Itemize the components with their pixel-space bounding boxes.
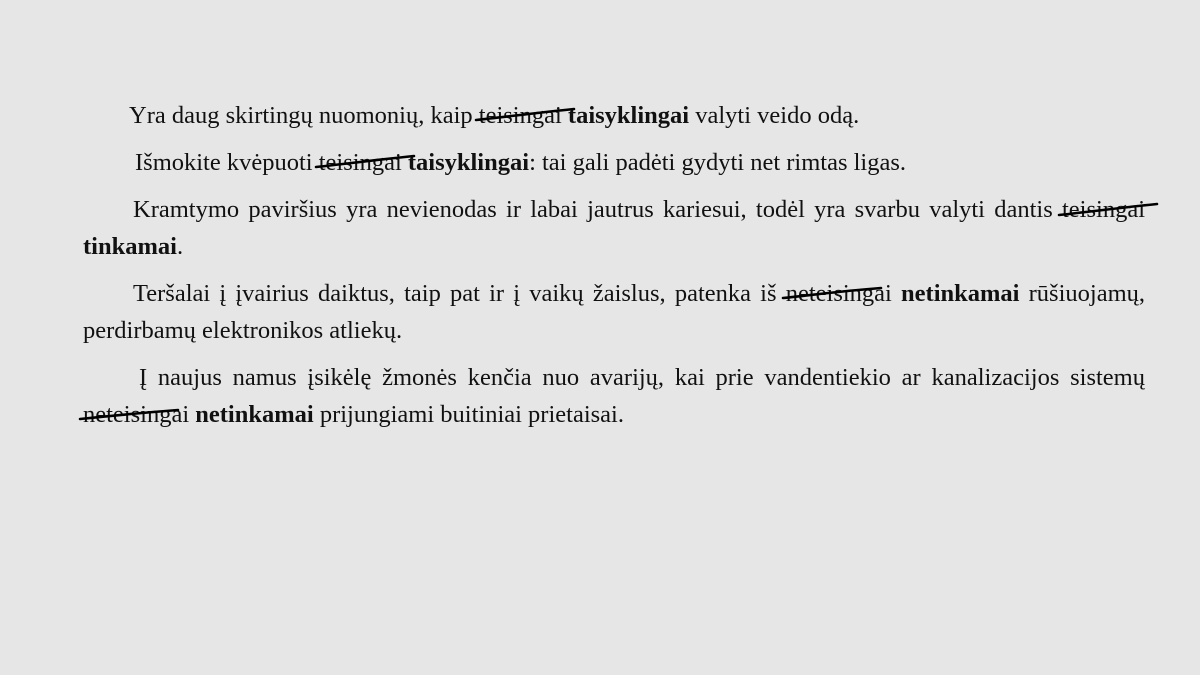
- paragraph-1: [83, 97, 1145, 134]
- paragraph-text: .: [176, 233, 184, 260]
- paragraph-4: [83, 275, 1145, 349]
- struck-word: [479, 97, 562, 134]
- struck-word: [319, 144, 402, 181]
- paragraph-text: : tai gali padėti gydyti net rimtas ligas.: [529, 149, 907, 176]
- struck-word-text: teisingai: [318, 149, 402, 176]
- struck-word: [83, 396, 189, 433]
- corrected-word: netinkamai: [901, 280, 1020, 307]
- corrected-word: tinkamai: [83, 233, 177, 260]
- document-body: [83, 97, 1145, 443]
- paragraph-3: [83, 191, 1145, 265]
- paragraph-text: rūšiuojamų, perdirbamų elektronikos atliekų.: [83, 280, 1146, 344]
- paragraph-text: Kramtymo paviršius yra nevienodas ir labai jautrus kariesui, todėl yra svarbu valyti dantis: [133, 196, 1062, 223]
- paragraph-text: Į naujus namus įsikėlę žmonės kenčia nuo avarijų, kai prie vandentiekio ar kanalizacijos sistemų: [139, 364, 1145, 391]
- paragraph-5: [83, 359, 1145, 433]
- struck-word: [786, 275, 892, 312]
- paragraph-text: Yra daug skirtingų nuomonių, kaip: [129, 102, 479, 129]
- corrected-word: taisyklingai: [567, 102, 690, 129]
- paragraph-text: Išmokite kvėpuoti: [135, 149, 319, 176]
- struck-word: [1062, 191, 1145, 228]
- struck-word-text: teisingai: [1061, 196, 1145, 223]
- struck-word-text: neteisingai: [83, 401, 190, 428]
- corrected-word: netinkamai: [195, 401, 314, 428]
- struck-word-text: neteisingai: [785, 280, 892, 307]
- paragraph-2: [83, 144, 1145, 181]
- corrected-word: taisyklingai: [407, 149, 530, 176]
- paragraph-text: Teršalai į įvairius daiktus, taip pat ir į vaikų žaislus, patenka iš: [133, 280, 786, 307]
- paragraph-text: valyti veido odą.: [689, 102, 860, 129]
- paragraph-text: prijungiami buitiniai prietaisai.: [313, 401, 624, 428]
- struck-word-text: teisingai: [478, 102, 562, 129]
